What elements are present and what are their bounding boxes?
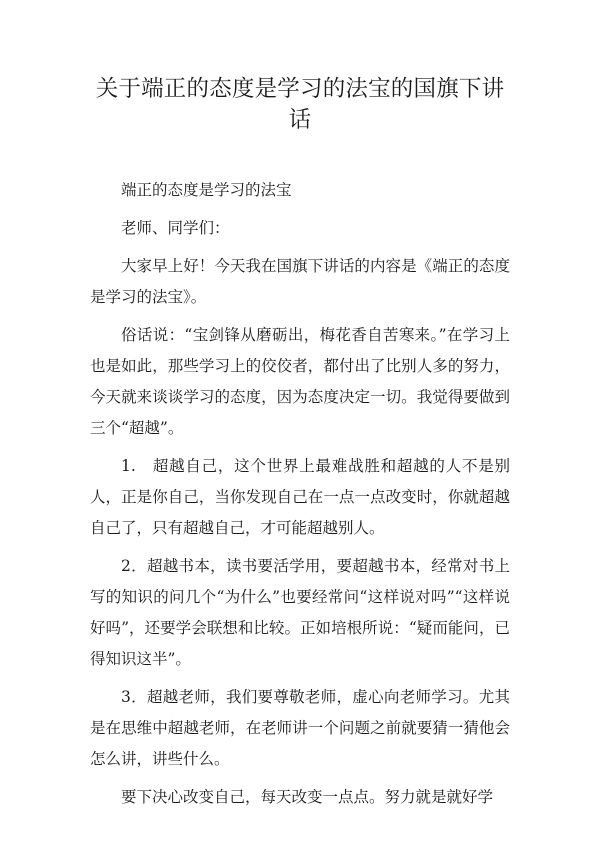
paragraph-subtitle: 端正的态度是学习的法宝 [121,181,292,199]
paragraph-point-3: 3．超越老师，我们要尊敬老师，虚心向老师学习。尤其是在思维中超越老师，在老师讲一个问题之前就要猜一猜他会怎么讲，讲些什么。 [90,688,510,768]
paragraph-salutation: 老师、同学们： [121,219,230,237]
paragraph-proverb: 俗话说：“宝剑锋从磨砺出，梅花香自苦寒来。”在学习上也是如此，那些学习上的佼佼者，都付出了比别人多的努力，今天就来谈谈学习的态度，因为态度决定一切。我觉得要做到三个“超越”。 [90,326,510,437]
paragraph-point-1: 1. 超越自己，这个世界上最难战胜和超越的人不是别人，正是你自己，当你发现自己在一点一点改变时，你就超越自己了，只有超越自己，才可能超越别人。 [90,457,510,537]
document-title: 关于端正的态度是学习的法宝的国旗下讲话 [95,76,505,133]
paragraph-point-2: 2．超越书本，读书要活学用，要超越书本，经常对书上写的知识的问几个“为什么”也要经常问“这样说对吗”“这样说好吗”，还要学会联想和比较。正如培根所说：“疑而能问，已得知识这半”。 [90,557,510,668]
paragraph-greeting: 大家早上好！今天我在国旗下讲话的内容是《端正的态度是学习的法宝》。 [90,257,510,306]
document-body [90,175,510,813]
paragraph-closing: 要下决心改变自己，每天改变一点点。努力就是就好学 [121,788,494,806]
